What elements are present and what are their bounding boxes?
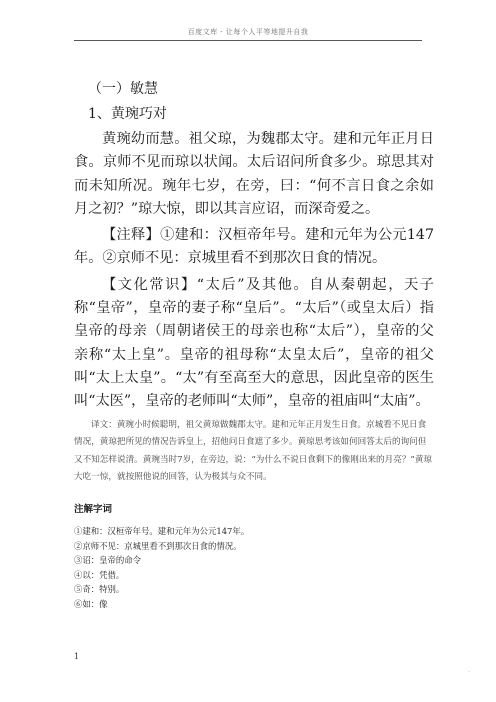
culture-paragraph: 【文化常识】“太后”及其他。自从秦朝起，天子称“皇帝”，皇帝的妻子称“皇后”。“太后”（或皇太后）指皇帝的母亲（周朝诸侯王的母亲也称“太后”），皇帝的父亲称“太上皇”。皇帝的祖母称“太皇太后”，皇帝的祖父叫“太上太皇”。“太”有至高至大的意思，因此皇帝的医生叫“太医”，皇帝的老师叫“太师”，皇帝的祖庙叫“太庙”。: [74, 276, 434, 410]
note-item: ④以：凭借。: [74, 569, 125, 580]
document-body: [74, 72, 434, 612]
story-title: 1、黄琬巧对: [88, 106, 167, 122]
section-title: （一）敏慧: [88, 81, 158, 97]
note-item: ⑥如：像: [74, 598, 108, 609]
page-header: [0, 0, 496, 44]
header-text: 百度文库 - 让每个人平等地提升自我: [187, 28, 309, 36]
note-item: ①建和：汉桓帝年号。建和元年为公元147年。: [74, 525, 250, 536]
translation-paragraph: 译文：黄琬小时候聪明，祖父黄琼做魏郡太守。建和元年正月发生日食。京城看不见日食情况，黄琼把所见的情况告诉皇上，招他问日食遮了多少。黄琼思考该如何回答太后的询问但又不知怎样说清。黄琬当时7岁，在旁边，说：“为什么不说日食剩下的像刚出来的月亮？”黄琼大吃一惊，就按照他说的回答，认为极其与众不同。: [74, 419, 433, 483]
note-item: ③诏：皇帝的命令: [74, 555, 141, 566]
story-paragraph: 黄琬幼而慧。祖父琼，为魏郡太守。建和元年正月日食。京师不见而琼以状闻。太后诏问所食多少。琼思其对而未知所况。琬年七岁，在旁，曰：“何不言日食之余如月之初？”琼大惊，即以其言应诏，而深奇爱之。: [74, 131, 434, 217]
corner-mark: ·: [468, 668, 471, 676]
annotation-paragraph: 【注释】①建和：汉桓帝年号。建和元年为公元147年。②京师不见：京城里看不到那次日食的情况。: [74, 227, 434, 267]
note-item: ⑤奇：特别。: [74, 584, 125, 595]
notes-list: [74, 524, 434, 612]
page-number: 1: [74, 652, 80, 661]
note-item: ②京师不见：京城里看不到那次日食的情况。: [74, 540, 242, 551]
notes-title: 注解字词: [74, 503, 113, 515]
header-divider: [74, 40, 422, 41]
